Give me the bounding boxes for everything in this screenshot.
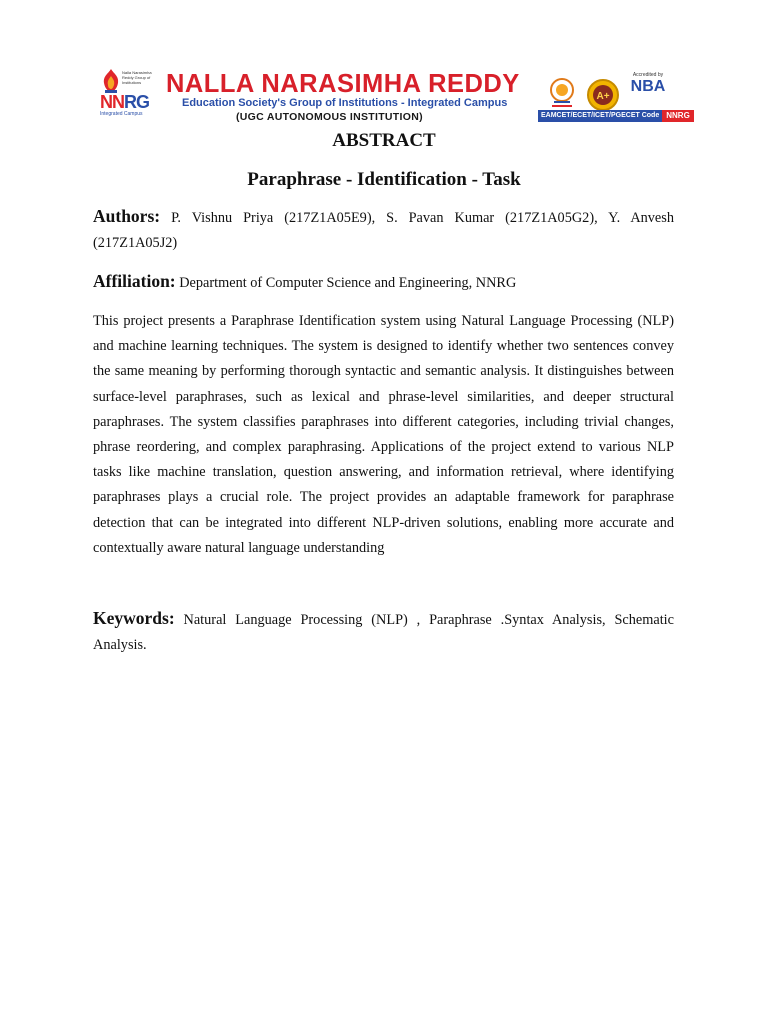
affiliation-paragraph xyxy=(93,269,674,296)
code-label: EAMCET/ECET/ICET/PGECET Code xyxy=(538,110,662,122)
keywords-text: Natural Language Processing (NLP) , Paraphrase .Syntax Analysis, Schematic Analysis. xyxy=(93,612,674,654)
nba-text: NBA xyxy=(630,78,666,95)
keywords-paragraph xyxy=(93,606,674,658)
paper-title: Paraphrase - Identification - Task xyxy=(247,169,521,190)
affiliation-text: Department of Computer Science and Engineering, NNRG xyxy=(179,275,517,291)
nba-badge xyxy=(626,72,670,108)
affiliation-label: Affiliation: xyxy=(93,271,176,291)
eamcet-code-strip xyxy=(538,110,694,122)
section-title: ABSTRACT xyxy=(332,130,436,151)
keywords-label: Keywords: xyxy=(93,608,175,628)
authors-text: P. Vishnu Priya (217Z1A05E9), S. Pavan Kumar (217Z1A05G2), Y. Anvesh (217Z1A05J2) xyxy=(93,210,674,252)
naac-grade: A+ xyxy=(596,91,610,102)
code-value: NNRG xyxy=(662,110,694,122)
authors-label: Authors: xyxy=(93,206,161,226)
authors-paragraph xyxy=(93,204,674,256)
institution-banner xyxy=(96,66,690,126)
logo-wordmark-text: NN xyxy=(100,92,124,112)
flame-emblem-icon xyxy=(100,68,122,94)
accreditation-caption: Accredited by xyxy=(632,72,664,78)
logo-caption: Integrated Campus xyxy=(100,111,143,117)
logo-wordmark-suffix: RG xyxy=(124,92,149,112)
institution-name: NALLA NARASIMHA REDDY xyxy=(166,68,520,98)
nnrg-logo xyxy=(96,66,162,120)
logo-wordmark xyxy=(100,92,149,113)
logo-small-text: Nalla Narasimha Reddy Group of Institutions xyxy=(122,70,152,85)
anniversary-seal-icon xyxy=(544,76,580,110)
institution-subtitle: Education Society's Group of Institutions - Integrated Campus xyxy=(182,97,508,109)
abstract-body: This project presents a Paraphrase Identification system using Natural Language Processing (NLP) and machine learning techniques. The system is designed to identify whether two sentences convey the same meaning by performing thorough syntactic and semantic analysis. It distinguishes between surface-level paraphrases, such as lexical and phrase-level similarities, and deeper structural paraphrases. The system classifies paraphrases into different categories, including trivial changes, phrase reordering, and complex paraphrasing. Applications of the project extend to various NLP tasks like machine translation, question answering, and information retrieval, where identifying paraphrases plays a crucial role. The project provides an adaptable framework for paraphrase detection that can be integrated into different NLP-driven solutions, enabling more accurate and contextually aware natural language understanding xyxy=(93,313,674,556)
naac-badge-icon xyxy=(586,78,620,112)
institution-status: (UGC AUTONOMOUS INSTITUTION) xyxy=(236,111,423,123)
